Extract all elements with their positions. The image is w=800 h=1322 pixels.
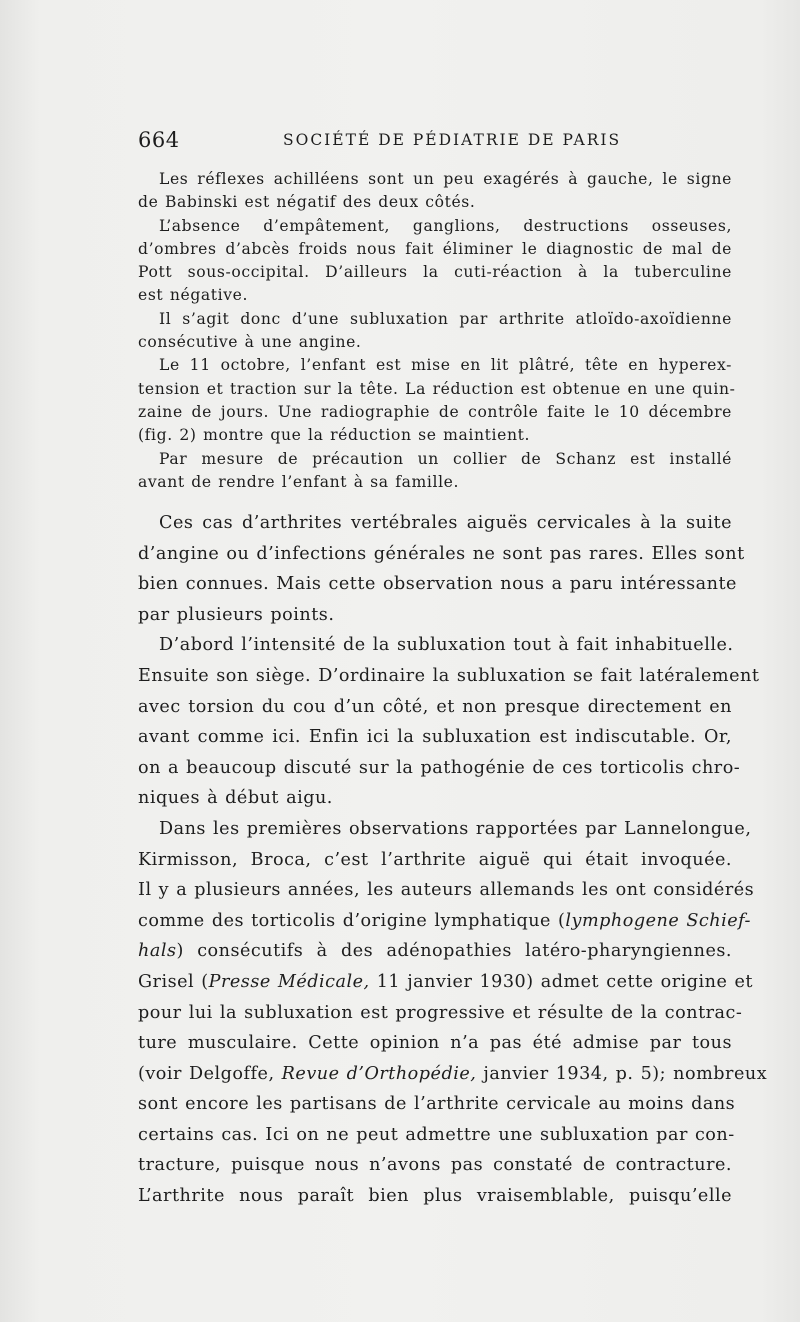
text-line: est négative. bbox=[138, 286, 249, 305]
text-line: Le 11 octobre, l’enfant est mise en lit plâtré, tête en hyperex- bbox=[159, 356, 732, 375]
text-line: d’angine ou d’infections générales ne sont pas rares. Elles sont bbox=[138, 543, 745, 564]
text-line: Ces cas d’arthrites vertébrales aiguës cervicales à la suite bbox=[159, 513, 732, 533]
text-span: 11 janvier 1930) admet cette origine et bbox=[369, 971, 753, 992]
text-line: tracture, puisque nous n’avons pas constaté de contracture. bbox=[138, 1155, 732, 1176]
text-line: Il y a plusieurs années, les auteurs allemands les ont considérés bbox=[138, 880, 755, 901]
text-line: pour lui la subluxation est progressive et résulte de la contrac- bbox=[138, 1002, 743, 1023]
italic-title: Presse Médicale, bbox=[208, 971, 370, 992]
text-line: (fig. 2) montre que la réduction se maintient. bbox=[138, 426, 531, 445]
text-line: zaine de jours. Une radiographie de contrôle faite le 10 décembre bbox=[138, 402, 732, 421]
page-header bbox=[138, 128, 750, 154]
case-report-paragraphs bbox=[138, 168, 736, 494]
text-line: par plusieurs points. bbox=[138, 604, 335, 625]
text-line: tension et traction sur la tête. La réduction est obtenue en une quin- bbox=[138, 379, 736, 398]
text-span: Grisel ( bbox=[138, 971, 209, 992]
running-head: SOCIÉTÉ DE PÉDIATRIE DE PARIS bbox=[283, 131, 622, 149]
text-line: niques à début aigu. bbox=[138, 788, 333, 809]
text-line: Kirmisson, Broca, c’est l’arthrite aiguë qui était invoquée. bbox=[138, 849, 732, 870]
text-line: Par mesure de précaution un collier de Schanz est installé bbox=[159, 449, 732, 468]
text-line: on a beaucoup discuté sur la pathogénie de ces torticolis chro- bbox=[138, 757, 741, 778]
text-span: janvier 1934, p. 5); nombreux bbox=[476, 1063, 768, 1084]
text-line: L’absence d’empâtement, ganglions, destructions osseuses, bbox=[159, 216, 732, 235]
text-line: Ensuite son siège. D’ordinaire la subluxation se fait latéralement bbox=[138, 665, 760, 686]
text-line bbox=[138, 906, 751, 937]
text-line: d’ombres d’abcès froids nous fait éliminer le diagnostic de mal de bbox=[138, 239, 732, 258]
text-line bbox=[138, 1059, 768, 1090]
text-line: certains cas. Ici on ne peut admettre une subluxation par con- bbox=[138, 1124, 735, 1145]
italic-title: hals bbox=[138, 941, 177, 962]
italic-title: lymphogene Schief- bbox=[565, 910, 751, 931]
text-line: Les réflexes achilléens sont un peu exagérés à gauche, le signe bbox=[159, 170, 732, 188]
text-line: Dans les premières observations rapportées par Lannelongue, bbox=[159, 818, 752, 839]
text-line: consécutive à une angine. bbox=[138, 333, 362, 352]
text-line: Pott sous-occipital. D’ailleurs la cuti-réaction à la tuberculine bbox=[138, 263, 732, 282]
text-span: ) consécutifs à des adénopathies latéro-pharyngiennes. bbox=[176, 941, 732, 962]
text-line: D’abord l’intensité de la subluxation tout à fait inhabituelle. bbox=[159, 635, 734, 656]
text-span: comme des torticolis d’origine lymphatique ( bbox=[138, 910, 566, 931]
text-line: bien connues. Mais cette observation nous a paru intéressante bbox=[138, 574, 737, 595]
text-line: ture musculaire. Cette opinion n’a pas été admise par tous bbox=[138, 1033, 732, 1054]
text-line bbox=[138, 967, 753, 998]
text-line bbox=[138, 936, 732, 967]
text-line: avec torsion du cou d’un côté, et non presque directement en bbox=[138, 696, 732, 717]
text-line: L’arthrite nous paraît bien plus vraisemblable, puisqu’elle bbox=[138, 1186, 732, 1207]
text-line: de Babinski est négatif des deux côtés. bbox=[138, 193, 476, 212]
text-line: avant comme ici. Enfin ici la subluxation est indiscutable. Or, bbox=[138, 727, 732, 748]
text-line: Il s’agit donc d’une subluxation par arthrite atloïdo-axoïdienne bbox=[159, 309, 732, 328]
text-span: (voir Delgoffe, bbox=[138, 1063, 282, 1084]
text-line: avant de rendre l’enfant à sa famille. bbox=[138, 472, 460, 491]
italic-title: Revue d’Orthopédie, bbox=[281, 1063, 477, 1084]
text-line: sont encore les partisans de l’arthrite cervicale au moins dans bbox=[138, 1094, 736, 1115]
discussion-paragraphs bbox=[138, 508, 768, 1212]
page-number: 664 bbox=[138, 128, 180, 152]
